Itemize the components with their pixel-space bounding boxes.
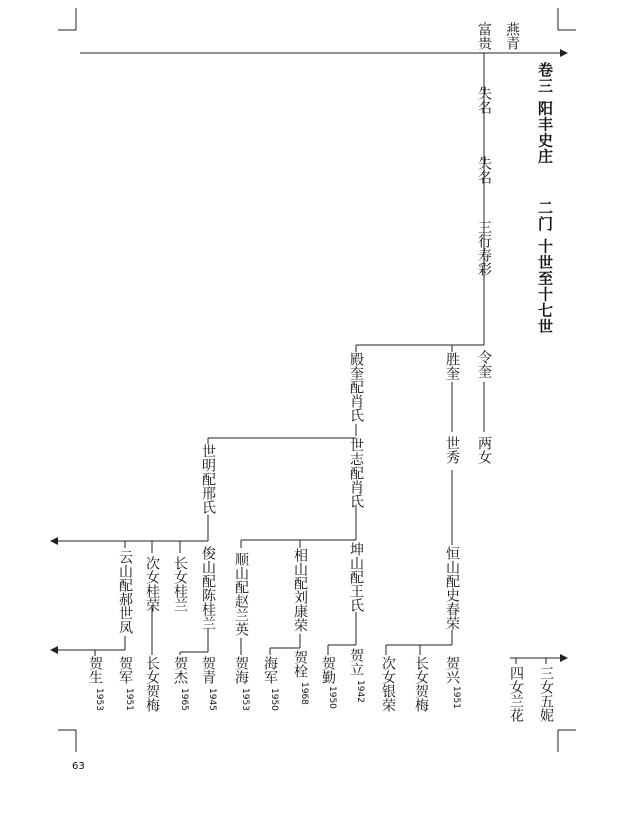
node-junshan: 俊山配陈桂兰 <box>200 546 216 630</box>
arrowhead-top-right <box>560 49 568 57</box>
arrowhead-bottom-right <box>560 654 568 662</box>
gen17-name: 贺军 <box>117 656 133 684</box>
chain-shiming-1: 失名 <box>476 86 492 114</box>
gen17-year: 1965 <box>179 688 189 711</box>
crop-mark-top-right <box>558 8 576 30</box>
node-dienkui: 殿奎配肖氏 <box>348 352 364 422</box>
crop-mark-bottom-right <box>558 730 576 752</box>
chain-shoucai: 三行寿彩 <box>476 220 492 276</box>
gen17-name: 贺勤 <box>320 656 336 684</box>
page-title-branch: 二门 十世至十七世 <box>536 200 554 335</box>
gen17-name: 海军 <box>262 656 278 684</box>
gen17-name: 贺兴 <box>444 656 460 684</box>
gen17-name: 贺海 <box>233 656 249 684</box>
gen17-name: 三女五妮 <box>538 666 554 722</box>
gen17-year: 1945 <box>207 688 217 711</box>
gen17-name: 贺立 <box>348 648 364 676</box>
page-title-volume: 卷三 阳丰史庄 <box>536 62 554 165</box>
crop-mark-bottom-left <box>58 730 76 752</box>
gen17-name: 长女贺梅 <box>144 656 160 712</box>
gen17-year: 1951 <box>451 686 461 709</box>
node-shizhi: 世志配肖氏 <box>348 438 364 508</box>
gen17-year: 1950 <box>269 688 279 711</box>
chain-shiming-2: 失名 <box>476 156 492 184</box>
node-shixiu: 世秀 <box>444 436 460 464</box>
crop-mark-top-left <box>58 8 76 30</box>
gen17-name: 长女贺梅 <box>413 656 429 712</box>
node-liangnv: 两女 <box>476 436 492 464</box>
gen17-name: 贺杰 <box>172 656 188 684</box>
gen17-year: 1951 <box>124 688 134 711</box>
gen17-year: 1953 <box>94 688 104 711</box>
arrowhead-gen17-left <box>50 646 58 654</box>
page-number: 63 <box>72 761 85 772</box>
node-lingkui: 令奎 <box>476 350 492 378</box>
gen17-name: 贺生 <box>87 656 103 684</box>
gen17-name: 贺青 <box>200 656 216 684</box>
arrowhead-gen16-left <box>50 537 58 545</box>
node-guilan: 长女桂兰 <box>172 556 188 612</box>
node-yunshan: 云山配郝世凤 <box>117 550 133 634</box>
node-kunshan: 坤山配王氏 <box>348 542 364 612</box>
node-guirong: 次女桂荣 <box>144 556 160 612</box>
name-fugui: 富贵 <box>476 22 492 50</box>
name-yanqing: 燕青 <box>504 22 520 50</box>
gen17-name: 贺栓 <box>292 650 308 678</box>
node-hengshan: 恒山配史春荣 <box>444 546 460 630</box>
node-shiming: 世明配邢氏 <box>200 444 216 514</box>
node-xiangshan: 相山配刘康荣 <box>292 548 308 632</box>
gen17-name: 四女兰花 <box>508 666 524 722</box>
gen17-year: 1968 <box>299 682 309 705</box>
node-shunshan: 顺山配赵兰英 <box>233 552 249 636</box>
gen17-year: 1953 <box>240 688 250 711</box>
gen17-name: 次女银荣 <box>380 656 396 712</box>
node-shengkui: 胜奎 <box>444 352 460 380</box>
gen17-year: 1950 <box>327 686 337 709</box>
gen17-year: 1942 <box>355 680 365 703</box>
